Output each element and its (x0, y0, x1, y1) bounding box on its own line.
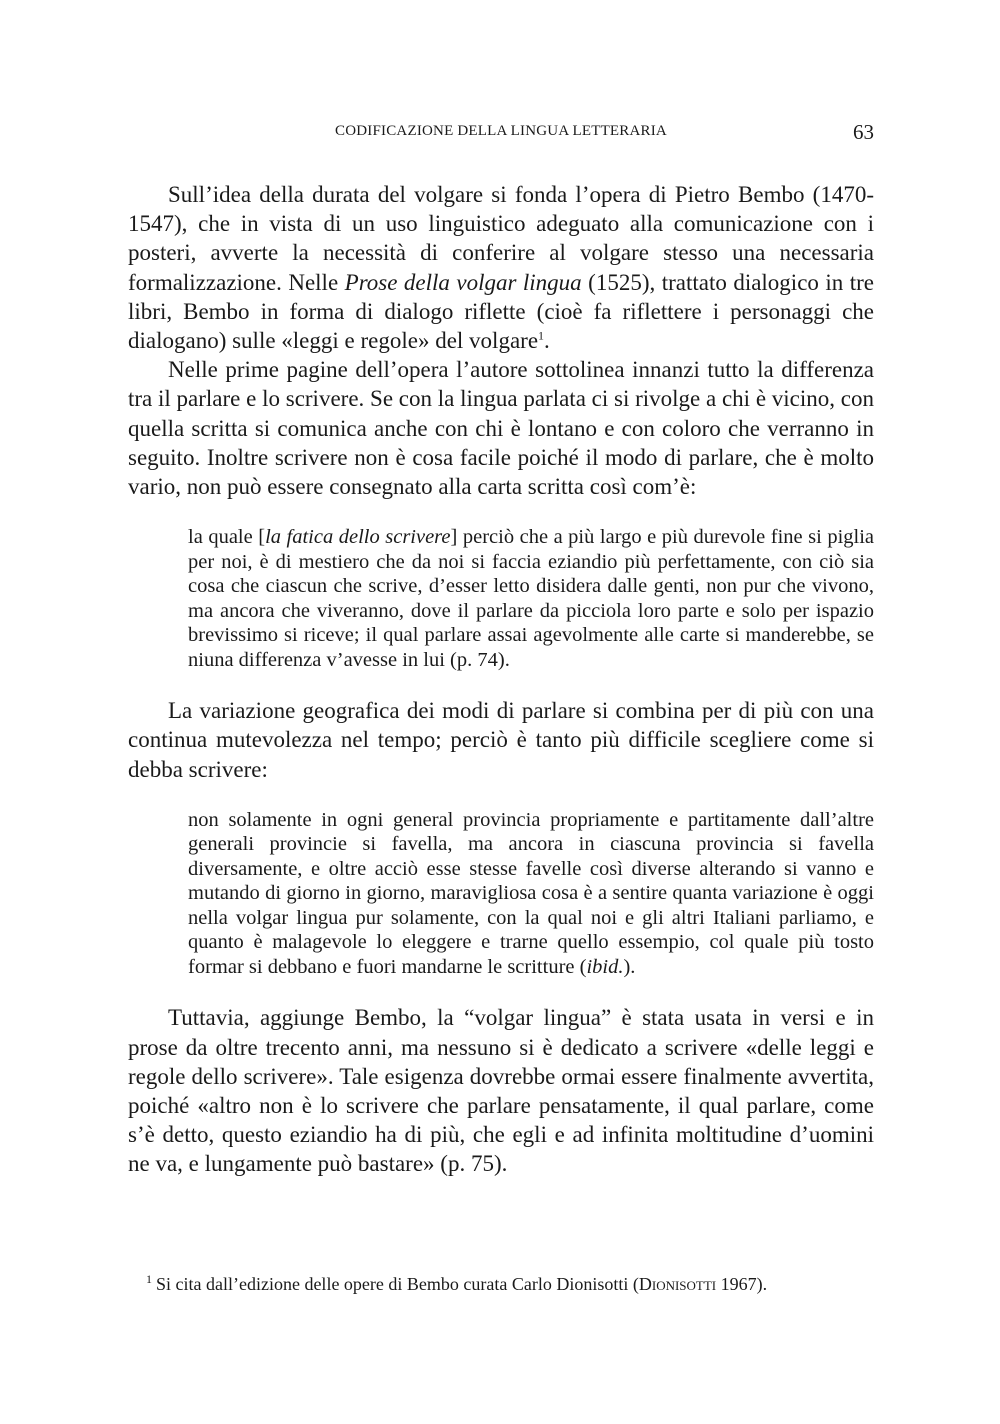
block-quote-1 (188, 525, 874, 672)
footnote-author: Dionisotti (638, 1274, 717, 1294)
footnote-text: Si cita dall’edizione delle opere di Bembo curata Carlo Dionisotti ( (156, 1274, 639, 1294)
paragraph-1-text-cont: (1525), trattato dialogico in tre libri, Bembo in forma di dialogo riflette (cioè fa riflettere i personaggi che dialogano) sulle «leggi e regole» del volgare (128, 269, 874, 354)
quote-2-italic: ibid. (586, 955, 624, 978)
footnote (146, 1273, 874, 1295)
footnote-reference: 1 (538, 328, 545, 343)
paragraph-1-text: Sull’idea della durata del volgare si fonda l’opera di Pietro Bembo (1470-1547), che in vista di un uso linguistico adeguato alla comunicazione con i posteri, avverte la necessità di conferire al volgare stesso una necessaria formalizzazione. Nelle (128, 182, 874, 295)
quote-1-text: la quale [ (188, 526, 266, 549)
running-title: CODIFICAZIONE DELLA LINGUA LETTERARIA (335, 123, 667, 139)
page-number: 63 (853, 120, 874, 144)
paragraph-3: La variazione geografica dei modi di parlare si combina per di più con una continua mutevolezza nel tempo; perciò è tanto più difficile scegliere come si debba scrivere: (128, 698, 874, 782)
quote-1-text-cont: ] perciò che a più largo e più durevole fine si piglia per noi, è di mestiero che da noi si faccia eziandio più perfettamente, con ciò sia cosa che ciascun che scrive, d’esser letto disidera dalle genti, non pur che vivono, ma ancora che viveranno, dove il parlare da picciola loro parte e solo per ispazio brevissimo si riceve; il qual parlare assai agevolmente alle carte si manderebbe, se niuna differenza v’avesse in lui (p. 74). (188, 526, 875, 671)
paragraph-1-end: . (544, 328, 550, 354)
paragraph-1 (128, 180, 874, 355)
paragraph-2: Nelle prime pagine dell’opera l’autore sottolinea innanzi tutto la differenza tra il parlare e lo scrivere. Se con la lingua parlata ci si rivolge a chi è vicino, con quella scritta si comunica anche con chi è lontano e con coloro che verranno in seguito. Inoltre scrivere non è cosa facile poiché il modo di parlare, che è molto vario, non può essere consegnato alla carta scritta così com’è: (128, 357, 874, 500)
main-text (128, 180, 874, 1179)
running-head (128, 120, 874, 144)
footnote-end: 1967). (716, 1274, 768, 1294)
paragraph-4: Tuttavia, aggiunge Bembo, la “volgar lingua” è stata usata in versi e in prose da oltre trecento anni, ma nessuno si è dedicato a scrivere «delle leggi e regole dello scrivere». Tale esigenza dovrebbe ormai essere finalmente avvertita, poiché «altro non è lo scrivere che parlare pensatamente, il qual parlare, come s’è detto, questo eziandio ha di più, che egli e ad infinita moltitudine d’uomini ne va, e lungamente può bastare» (p. 75). (128, 1005, 874, 1177)
quote-2-text: non solamente in ogni general provincia propriamente e partitamente dall’altre generali provincie si favella, ma ancora in ciascuna provincia si favella diversamente, e oltre acciò esse stesse favelle così diverse alterando si vanno e mutando di giorno in giorno, maravigliosa cosa è a sentire quanta variazione è oggi nella volgar lingua pur solamente, con la qual noi e gli altri Italiani parliamo, e quanto è malagevole lo eleggere e trarne quello essempio, col quale più tosto formar si debbano e fuori mandarne le scritture ( (188, 808, 874, 978)
block-quote-2 (188, 808, 874, 980)
quote-1-italic: la fatica dello scrivere (265, 526, 451, 549)
book-title: Prose della volgar lingua (344, 269, 582, 295)
footnote-marker: 1 (146, 1272, 152, 1286)
quote-2-end: ). (623, 955, 636, 978)
